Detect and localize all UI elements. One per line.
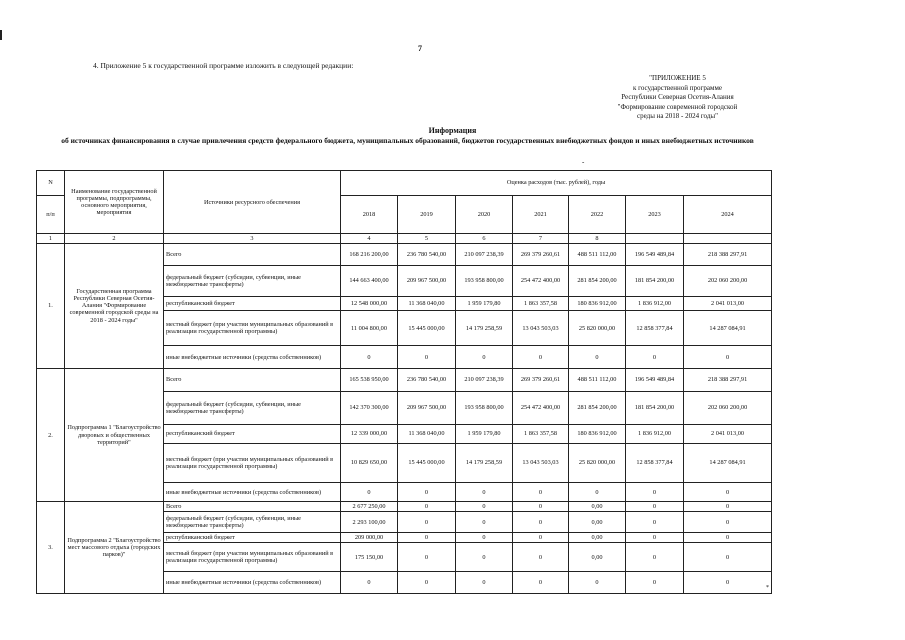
amount-cell: 254 472 400,00 (513, 391, 569, 425)
column-number: 8 (569, 234, 626, 243)
amount-cell: 0 (341, 346, 398, 369)
header-source: Источники ресурсного обеспечения (164, 171, 341, 234)
amount-cell: 14 287 084,91 (684, 311, 772, 346)
funding-source: местный бюджет (при участии муниципальных образований в реализации государственной программы) (164, 311, 341, 346)
funding-source: федеральный бюджет (субсидии, субвенции, иные межбюджетные трансферты) (164, 512, 341, 532)
header-year: 2021 (513, 195, 569, 233)
amount-cell: 488 511 112,00 (569, 243, 626, 266)
appendix-line: "ПРИЛОЖЕНИЕ 5 (649, 74, 706, 82)
header-year: 2019 (398, 195, 456, 233)
amount-cell: 1 836 912,00 (626, 425, 684, 443)
amount-cell: 10 829 650,00 (341, 443, 398, 483)
header-year: 2020 (456, 195, 513, 233)
appendix-line: "Формирование современной городской (617, 102, 738, 111)
document-title: Информация (428, 126, 477, 135)
column-number: 6 (456, 234, 513, 243)
amount-cell: 0 (456, 532, 513, 542)
amount-cell: 236 780 540,00 (398, 368, 456, 391)
amount-cell: 12 858 377,84 (626, 311, 684, 346)
amount-cell: 209 967 500,00 (398, 266, 456, 297)
amount-cell: 0 (513, 346, 569, 369)
program-name: Государственная программа Республики Северная Осетия-Алания "Формирование современной городской среды на 2018 - 2024 годы" (65, 243, 164, 368)
column-number: 3 (164, 234, 341, 243)
amount-cell: 12 339 000,00 (341, 425, 398, 443)
amount-cell: 168 216 200,00 (341, 243, 398, 266)
amount-cell: 0 (456, 512, 513, 532)
table-row (37, 368, 772, 391)
amount-cell: 0 (569, 483, 626, 502)
funding-source: иные внебюджетные источники (средства собственников) (164, 572, 341, 594)
amount-cell: 193 958 800,00 (456, 391, 513, 425)
amount-cell: 12 858 377,84 (626, 443, 684, 483)
funding-source: республиканский бюджет (164, 425, 341, 443)
header-np: п/п (37, 195, 65, 233)
page-number: 7 (418, 44, 422, 53)
column-number: 2 (65, 234, 164, 243)
amount-cell: 180 836 912,00 (569, 296, 626, 311)
column-number: 5 (398, 234, 456, 243)
header-year: 2022 (569, 195, 626, 233)
amount-cell: 2 041 013,00 (684, 425, 772, 443)
amount-cell: 181 854 200,00 (626, 266, 684, 297)
funding-source: местный бюджет (при участии муниципальных образований в реализации государственной программы) (164, 443, 341, 483)
header-year: 2024 (684, 195, 772, 233)
amount-cell: 15 445 000,00 (398, 443, 456, 483)
amount-cell: 175 150,00 (341, 543, 398, 572)
amount-cell: 0 (684, 483, 772, 502)
amount-cell: 196 549 489,84 (626, 243, 684, 266)
amount-cell: 218 388 297,91 (684, 368, 772, 391)
header-n: N (37, 171, 65, 196)
amount-cell: 488 511 112,00 (569, 368, 626, 391)
amount-cell: 0,00 (569, 532, 626, 542)
amount-cell: 2 041 013,00 (684, 296, 772, 311)
amount-cell: 202 060 200,00 (684, 391, 772, 425)
amount-cell: 13 043 503,03 (513, 311, 569, 346)
amount-cell: 0 (341, 572, 398, 594)
program-name: Подпрограмма 2 "Благоустройство мест массового отдыха (городских парков)" (65, 502, 164, 594)
table-row (37, 243, 772, 266)
funding-source: республиканский бюджет (164, 296, 341, 311)
column-number: 7 (513, 234, 569, 243)
amount-cell: 210 097 238,39 (456, 243, 513, 266)
funding-source: Всего (164, 368, 341, 391)
table-row (37, 502, 772, 512)
amount-cell: 0 (626, 483, 684, 502)
amount-cell: 11 368 040,00 (398, 296, 456, 311)
amount-cell: 14 179 258,59 (456, 311, 513, 346)
row-number: 3. (37, 502, 65, 594)
financing-table (36, 170, 772, 594)
funding-source: федеральный бюджет (субсидии, субвенции, иные межбюджетные трансферты) (164, 266, 341, 297)
amount-cell: 0 (626, 346, 684, 369)
amount-cell: 181 854 200,00 (626, 391, 684, 425)
amount-cell: 14 287 084,91 (684, 443, 772, 483)
appendix-line: среды на 2018 - 2024 годы" (637, 112, 718, 120)
amount-cell: 0 (513, 543, 569, 572)
amount-cell: 1 863 357,58 (513, 425, 569, 443)
amount-cell: 0 (626, 543, 684, 572)
amount-cell: 0 (626, 532, 684, 542)
amount-cell: 25 820 000,00 (569, 443, 626, 483)
funding-source: местный бюджет (при участии муниципальных образований в реализации государственной программы) (164, 543, 341, 572)
amount-cell: 15 445 000,00 (398, 311, 456, 346)
amount-cell: 0 (626, 512, 684, 532)
amount-cell: 0 (513, 572, 569, 594)
amount-cell: 0 (684, 502, 772, 512)
amount-cell: 0 (456, 483, 513, 502)
funding-source: иные внебюджетные источники (средства собственников) (164, 346, 341, 369)
amount-cell: 0 (398, 543, 456, 572)
amount-cell: 0 (684, 543, 772, 572)
column-number-row (37, 234, 772, 243)
amount-cell: 180 836 912,00 (569, 425, 626, 443)
amount-cell: 202 060 200,00 (684, 266, 772, 297)
appendix-header (565, 74, 790, 122)
row-number: 1. (37, 243, 65, 368)
appendix-line: к государственной программе (633, 83, 722, 92)
header-estimate: Оценка расходов (тыс. рублей), годы (341, 171, 772, 196)
amount-cell: 0 (398, 483, 456, 502)
amount-cell: 0 (684, 532, 772, 542)
funding-source: Всего (164, 243, 341, 266)
amount-cell: 236 780 540,00 (398, 243, 456, 266)
amount-cell: 0 (456, 502, 513, 512)
intro-text: 4. Приложение 5 к государственной программе изложить в следующей редакции: (93, 61, 354, 70)
amount-cell: 281 854 200,00 (569, 266, 626, 297)
amount-cell: 1 959 179,80 (456, 296, 513, 311)
amount-cell: 0 (513, 532, 569, 542)
amount-cell: 165 538 950,00 (341, 368, 398, 391)
amount-cell: 144 663 400,00 (341, 266, 398, 297)
amount-cell: 0 (398, 512, 456, 532)
amount-cell: 142 370 300,00 (341, 391, 398, 425)
amount-cell: 13 043 503,03 (513, 443, 569, 483)
header-name: Наименование государственной программы, подпрограммы, основного мероприятия, мероприятия (65, 171, 164, 234)
margin-mark (0, 30, 2, 40)
amount-cell: 193 958 800,00 (456, 266, 513, 297)
amount-cell: 0 (626, 572, 684, 594)
column-number: 1 (37, 234, 65, 243)
column-number: 4 (341, 234, 398, 243)
amount-cell: 281 854 200,00 (569, 391, 626, 425)
amount-cell: 269 379 260,61 (513, 243, 569, 266)
amount-cell: 25 820 000,00 (569, 311, 626, 346)
amount-cell: 2 677 250,00 (341, 502, 398, 512)
amount-cell: 2 293 100,00 (341, 512, 398, 532)
funding-source: Всего (164, 502, 341, 512)
amount-cell: 0 (569, 572, 626, 594)
amount-cell: 0 (398, 502, 456, 512)
header-year: 2018 (341, 195, 398, 233)
document-subtitle: об источниках финансирования в случае привлечения средств федерального бюджета, муниципальных образований, бюджетов государственных внебюджетных фондов и иных внебюджетных источников (61, 136, 754, 145)
amount-cell: 0,00 (569, 502, 626, 512)
header-row (37, 171, 772, 196)
amount-cell: 196 549 489,84 (626, 368, 684, 391)
amount-cell: 14 179 258,59 (456, 443, 513, 483)
corner-mark: * (766, 585, 769, 591)
amount-cell: 0 (513, 483, 569, 502)
program-name: Подпрограмма 1 "Благоустройство дворовых и общественных территорий" (65, 368, 164, 501)
amount-cell: 0 (456, 572, 513, 594)
amount-cell: 11 368 040,00 (398, 425, 456, 443)
amount-cell: 0 (456, 543, 513, 572)
amount-cell: 0 (341, 483, 398, 502)
amount-cell: 209 000,00 (341, 532, 398, 542)
amount-cell: 0 (398, 532, 456, 542)
amount-cell: 210 097 238,39 (456, 368, 513, 391)
column-number (684, 234, 772, 243)
amount-cell: 0 (684, 512, 772, 532)
amount-cell: 0 (398, 572, 456, 594)
amount-cell: 12 548 000,00 (341, 296, 398, 311)
amount-cell: 0 (513, 512, 569, 532)
amount-cell: 1 836 912,00 (626, 296, 684, 311)
header-year: 2023 (626, 195, 684, 233)
stray-dash: - (582, 158, 585, 166)
amount-cell: 0 (626, 502, 684, 512)
amount-cell: 1 863 357,58 (513, 296, 569, 311)
amount-cell: 218 388 297,91 (684, 243, 772, 266)
column-number (626, 234, 684, 243)
funding-source: иные внебюджетные источники (средства собственников) (164, 483, 341, 502)
funding-source: республиканский бюджет (164, 532, 341, 542)
amount-cell: 254 472 400,00 (513, 266, 569, 297)
amount-cell: 0 (684, 572, 772, 594)
amount-cell: 0,00 (569, 543, 626, 572)
amount-cell: 0 (398, 346, 456, 369)
amount-cell: 0 (569, 346, 626, 369)
amount-cell: 269 379 260,61 (513, 368, 569, 391)
amount-cell: 0 (684, 346, 772, 369)
appendix-line: Республики Северная Осетия-Алания (621, 93, 734, 101)
amount-cell: 1 959 179,80 (456, 425, 513, 443)
amount-cell: 0,00 (569, 512, 626, 532)
funding-source: федеральный бюджет (субсидии, субвенции, иные межбюджетные трансферты) (164, 391, 341, 425)
amount-cell: 0 (456, 346, 513, 369)
amount-cell: 11 004 800,00 (341, 311, 398, 346)
amount-cell: 0 (513, 502, 569, 512)
row-number: 2. (37, 368, 65, 501)
amount-cell: 209 967 500,00 (398, 391, 456, 425)
